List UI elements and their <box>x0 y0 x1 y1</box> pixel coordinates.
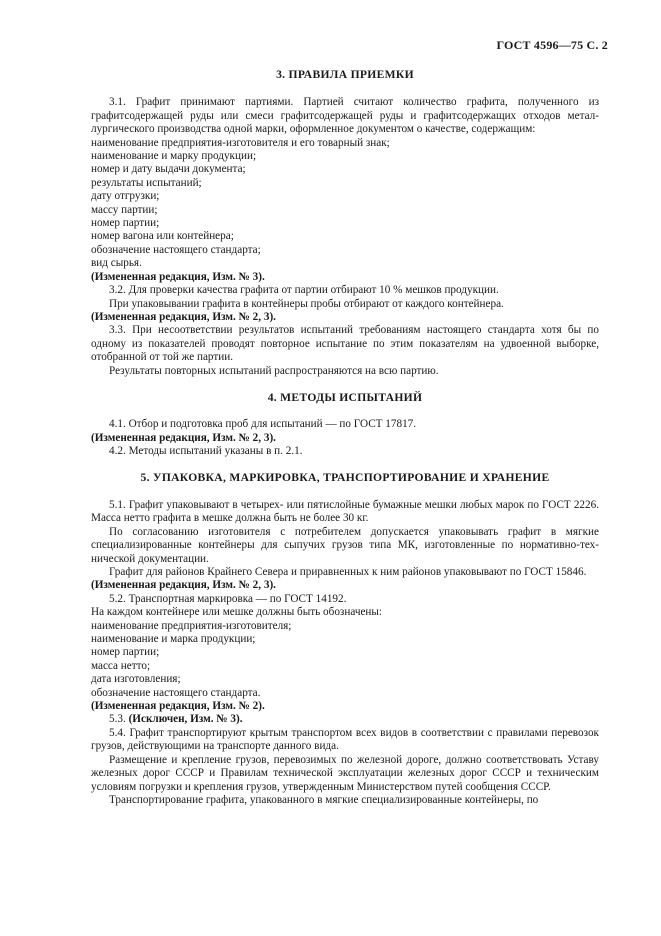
paragraph-5-4: 5.4. Графит транспортируют крытым транспортом всех видов в соответствии с правилами перевозок грузов, действующими на транспорте данного вида. <box>91 726 599 753</box>
list-item: наименование предприятия-изготовителя и его товарный знак; <box>91 136 390 149</box>
revision-note: (Измененная редакция, Изм. № 2, 3). <box>91 310 276 323</box>
paragraph-3-3: 3.3. При несоответствии результатов испытаний требованиям настоящего стандарта хотя бы по одному из показателей проводят повторное испытание по этим показателям на удвоенной выборке, отобранной от той же партии. <box>91 324 599 364</box>
paragraph-4-1: 4.1. Отбор и подготовка проб для испытаний — по ГОСТ 17817. <box>109 418 417 431</box>
running-header: ГОСТ 4596—75 С. 2 <box>496 38 608 52</box>
list-item: вид сырья. <box>91 257 142 270</box>
list-item: обозначение настоящего стандарта. <box>91 686 261 699</box>
paragraph-5-4-placement: Размещение и крепление грузов, перевозимых по железной дороге, должно соответствовать Уставу железных дорог СССР и Правилам технической эксплуатации железных дорог СССР и техническим условиям погрузки и крепления грузов, утвержденным Министерством путей сообщения СССР. <box>91 753 599 793</box>
clause-number: 5.3. <box>109 713 126 726</box>
paragraph-5-2-marking: На каждом контейнере или мешке должны быть обозначены: <box>91 606 383 619</box>
list-item: номер партии; <box>91 217 160 230</box>
section-5-title: 5. УПАКОВКА, МАРКИРОВКА, ТРАНСПОРТИРОВАНИЕ И ХРАНЕНИЕ <box>140 470 550 484</box>
list-item: наименование и марка продукции; <box>91 633 256 646</box>
paragraph-5-1-north: Графит для районов Крайнего Севера и приравненных к ним районов упаковывают по ГОСТ 15846. <box>109 566 587 578</box>
revision-note: (Измененная редакция, Изм. № 2, 3). <box>91 431 276 444</box>
list-item: дата изготовления; <box>91 673 181 686</box>
list-item: наименование и марку продукции; <box>91 150 257 163</box>
list-item: дату отгрузки; <box>91 190 160 203</box>
paragraph-5-2: 5.2. Транспортная маркировка — по ГОСТ 14192. <box>109 592 347 605</box>
revision-note: (Измененная редакция, Изм. № 2, 3). <box>91 579 276 592</box>
paragraph-4-2: 4.2. Методы испытаний указаны в п. 2.1. <box>109 445 303 458</box>
revision-note: (Измененная редакция, Изм. № 3). <box>91 270 265 283</box>
excluded-note: (Исключен, Изм. № 3). <box>128 713 243 726</box>
list-item: номер и дату выдачи документа; <box>91 163 246 176</box>
list-item: номер партии; <box>91 646 160 659</box>
list-item: результаты испытаний; <box>91 176 202 189</box>
paragraph-5-1-containers: По согласованию изготовителя с потребителем допускается упаковывать графит в мягкие специализированные контейнеры для сыпучих грузов типа МК, изготовленные по нормативно-технической документации. <box>91 525 599 565</box>
revision-note: (Измененная редакция, Изм. № 2). <box>91 700 265 713</box>
list-item: массу партии; <box>91 203 158 216</box>
list-item: масса нетто; <box>91 659 151 672</box>
section-3-title: 3. ПРАВИЛА ПРИЕМКИ <box>276 68 414 81</box>
paragraph-5-1: 5.1. Графит упаковывают в четырех- или пятислойные бумажные мешки любых марок по ГОСТ 2226. Масса нетто графита в мешке должна быть не более 30 кг. <box>91 498 599 525</box>
section-4-title: 4. МЕТОДЫ ИСПЫТАНИЙ <box>267 390 423 404</box>
paragraph-5-4-containers: Транспортирование графита, упакованного в мягкие специализированные контейнеры, по <box>109 793 539 806</box>
page-content <box>91 68 599 807</box>
paragraph-3-1: 3.1. Графит принимают партиями. Партией считают количество графита, полученного из графитсодержащей руды или смеси графитсодержащей руды и графитсодержащих отходов металлургического производства одной марки, оформленное документом о качестве, содержащим: <box>91 96 599 136</box>
list-item: обозначение настоящего стандарта; <box>91 243 261 256</box>
paragraph-5-3 <box>91 713 599 726</box>
paragraph-3-3-continued: Результаты повторных испытаний распространяются на всю партию. <box>109 364 439 377</box>
list-item: наименование предприятия-изготовителя; <box>91 619 292 632</box>
paragraph-3-2: 3.2. Для проверки качества графита от партии отбирают 10 % мешков продукции. <box>109 284 499 297</box>
list-item: номер вагона или контейнера; <box>91 230 234 243</box>
paragraph-3-2-continued: При упаковывании графита в контейнеры пробы отбирают от каждого контейнера. <box>109 297 504 310</box>
